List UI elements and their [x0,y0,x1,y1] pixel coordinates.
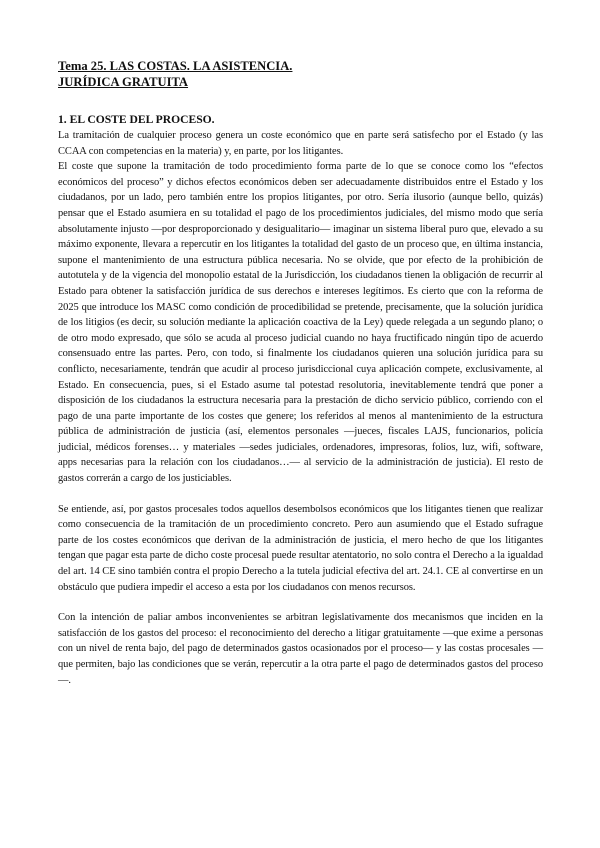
title-line-1: Tema 25. LAS COSTAS. LA ASISTENCIA. [58,59,293,73]
paragraph-intro: La tramitación de cualquier proceso genera un coste económico que en parte será satisfecho por el Estado (y las CCAA con competencias en la materia) y, en parte, por los litigantes. [58,130,543,157]
paragraph-cost-distribution: El coste que supone la tramitación de todo procedimiento forma parte de lo que se conoce como los “efectos económicos del proceso” y dichos efectos económicos deben ser adecuadamente distribuidos entre el Estado y los ciudadanos, por un lado, pero también entre los propios litigantes, por otro. Sería ilusorio (aunque bello, quizás) pensar que el Estado asumiera en su totalidad el pago de los procedimientos judiciales, del mismo modo que sería absolutamente injusto —por desproporcionado y desigualitario— imaginar un sistema liberal puro que, elevado a su máximo exponente, llevara a repercutir en los litigantes la totalidad del gasto de un proceso que, en última instancia, supone el mantenimiento de una estructura pública necesaria. No se olvide, que por efecto de la prohibición de autotutela y de la vigencia del monopolio estatal de la Jurisdicción, los ciudadanos tienen la obligación de recurrir al Estado para obtener la satisfacción jurídica de sus derechos e intereses legítimos. Es cierto que con la reforma de 2025 que introduce los MASC como condición de procedibilidad se pretende, precisamente, que la solución jurídica de los litigios (es decir, su solución mediante la aplicación coactiva de la Ley) quede relegada a un segundo plano; o de otro modo expresado, que sólo se acuda al proceso judicial cuando no haya fructificado ningún tipo de acuerdo consensuado entre las partes. Pero, con todo, si finalmente los ciudadanos quieren una solución jurídica para su conflicto, necesariamente, tendrán que acudir al proceso jurisdiccional cuya aplicación compete, exclusivamente, al Estado. En consecuencia, pues, si el Estado asume tal potestad resolutoria, inevitablemente tendrá que poner a disposición de los ciudadanos la estructura necesaria para la prestación de dicho servicio público, corriendo con el pago de una parte importante de los costes que genere; los referidos al menos al mantenimiento de la estructura pública de administración de justicia (así, elementos personales —jueces, fiscales LAJS, funcionarios, policía judicial, médicos forenses… y materiales —sedes judiciales, ordenadores, impresoras, folios, luz, wifi, software, apps necesarias para la relación con los ciudadanos…— al servicio de la administración de justicia). El resto de gastos correrán a cargo de los justiciables. [58,161,543,485]
paragraph-mechanisms: Con la intención de paliar ambos inconvenientes se arbitran legislativamente dos mecanismos que inciden en la satisfacción de los gastos del proceso: el reconocimiento del derecho a litigar gratuitamente —que exime a personas con un nivel de renta bajo, del pago de determinados gastos ocasionados por el proceso— y las costas procesales —que permiten, bajo las condiciones que se verán, repercutir a la otra parte el pago de determinados gastos del proceso—. [58,612,543,686]
paragraph-procedural-expenses: Se entiende, así, por gastos procesales todos aquellos desembolsos económicos que los litigantes tienen que realizar como consecuencia de la tramitación de un procedimiento concreto. Pero aun asumiendo que el Estado sufrague parte de los costes económicos que derivan de la administración de justicia, el mero hecho de que los litigantes tengan que pagar esta parte de dicho coste procesal puede resultar atentatorio, no solo contra el Derecho a la igualdad del art. 14 CE sino también contra el propio Derecho a la tutela judicial efectiva del art. 24.1. CE al convertirse en un obstáculo que pudiera impedir el acceso a esta por los ciudadanos con menos recursos. [58,503,543,593]
section-heading: 1. EL COSTE DEL PROCESO. [58,113,215,126]
title-line-2: JURÍDICA GRATUITA [58,75,189,89]
document-page [58,58,543,688]
document-title [58,58,543,90]
